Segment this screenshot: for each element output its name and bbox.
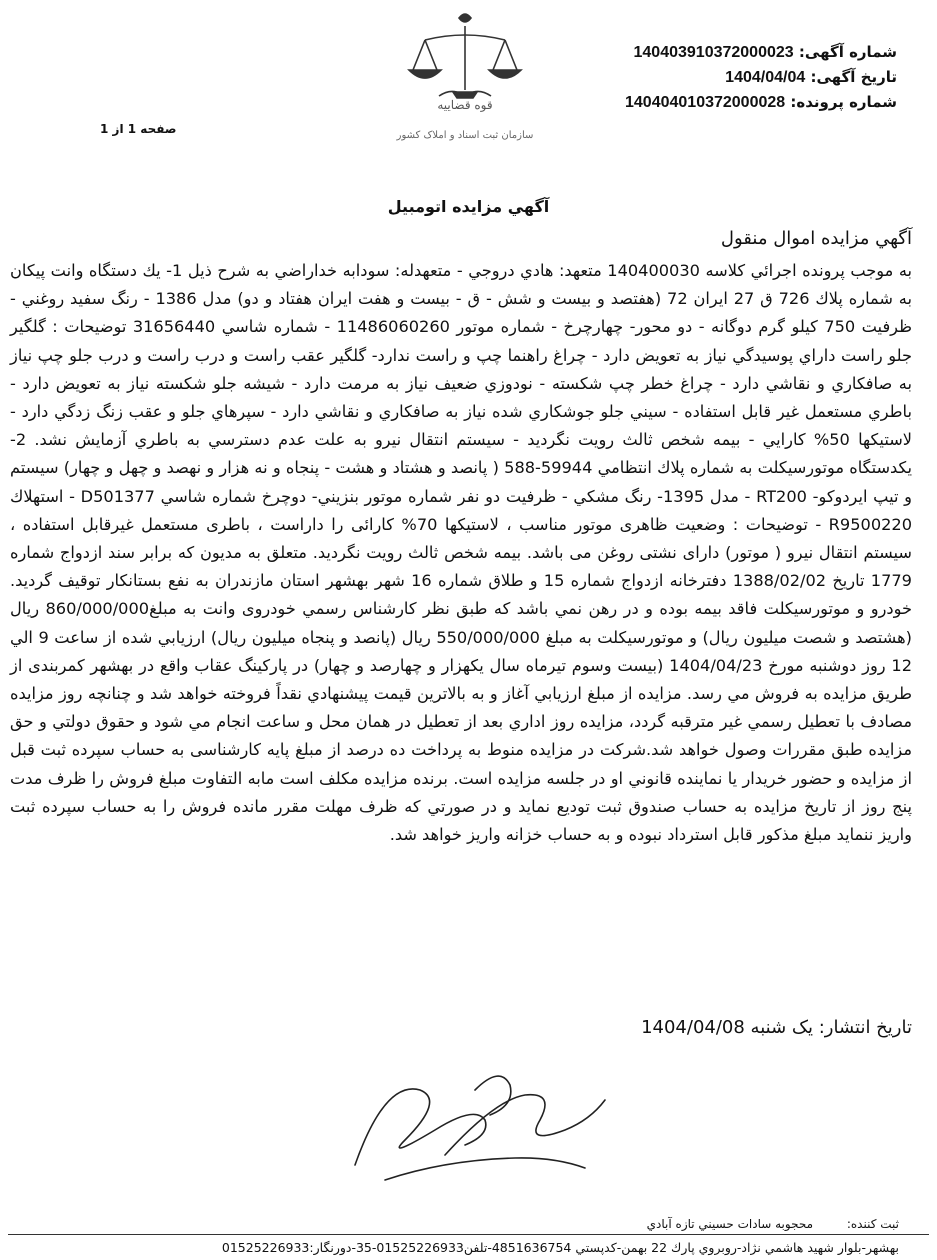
file-number: 140404010372000028 <box>625 94 786 111</box>
notice-date-row <box>625 65 897 90</box>
emblem-caption-organization: سازمان ثبت اسناد و املاک کشور <box>396 130 534 141</box>
notice-body: به موجب پرونده اجرائي كلاسه 140400030 متعهد: هادي دروجي - متعهدله: سودابه خداراضي به شرح ذيل 1- يك دستگاه وانت پيكان به شماره پلاك 726 ق 27 ايران 72 (هفتصد و بيست و شش - ق - بيست و هفت ايران هفتاد و دو) مدل 1386 - رنگ سفيد روغني - ظرفيت 750 كيلو گرم دوگانه - دو محور- چهارچرخ - شماره موتور 11486060260 - شماره شاسي 31656440 توضيحات : گلگير جلو راست داراي پوسيدگي نياز به تعويض دارد - چراغ راهنما چپ و راست ندارد- گلگير عقب راست و درب راست و درب جلو چپ نياز به صافكاري و نقاشي دارد - چراغ خطر چپ شكسته - نودوزي ضعيف نياز به مرمت دارد - شيشه جلو شكسته نياز به تعويض دارد - باطري مستعمل غير قابل استفاده - سيني جلو جوشكاري شده نياز به صافكاري و نقاشي دارد - سپرهاي جلو و عقب زنگ زدگي دارد - لاستيكها 50% كارايي - بيمه شخص ثالث رويت نگرديد - سيستم انتقال نيرو به علت عدم دسترسي به باطري آزمايش نشد. 2- يكدستگاه موتورسيكلت به شماره پلاك انتظامي 59944-588 ( پانصد و هشتاد و هشت - پنجاه و نه هزار و نهصد و چهل و چهار) سيستم و تيپ ايردوكو- RT200 - مدل 1395- رنگ مشكي - ظرفيت دو نفر شماره موتور بنزيني- دوچرخ شماره شاسي D501377 - استهلاك R9500220 - توضيحات : وضعیت ظاهری موتور مناسب ، لاستیکها 70% کارائی را داراست ، باطری مستعمل غیرقابل استفاده ، سیستم انتقال نیرو ( موتور) دارای نشتی روغن می باشد. بیمه شخص ثالث رویت نگردید. متعلق به مدیون که برابر سند ازدواج شماره 1779 تاریخ 1388/02/02 دفترخانه ازدواج شماره 15 و طلاق شماره 16 شهر بهشهر استان مازندران به نفع بستانكار توقيف گرديد. خودرو و موتورسيكلت فاقد بيمه بوده و در رهن نمي باشد كه طبق نظر كارشناس رسمي خودروی وانت به مبلغ860/000/000 ريال (هشتصد و شصت ميليون ريال) و موتورسيكلت به مبلغ 550/000/000 ريال (پانصد و پنجاه ميليون ريال) ارزيابي شده از ساعت 9 الي 12 روز دوشنبه مورخ 1404/04/23 (بیست وسوم تیرماه سال یکهزار و چهارصد و چهار) در پاركينگ عقاب واقع در بهشهر کمربندی از طريق مزايده به فروش مي رسد. مزايده از مبلغ ارزيابي آغاز و به بالاترين قيمت پيشنهادي نقداً فروخته خواهد شد و چنانچه روز مزايده مصادف با تعطيل رسمي غير مترقبه گردد، مزايده روز اداري بعد از تعطيل در همان محل و ساعت انجام مي شود و حقوق دولتي و حق مزايده طبق مقررات وصول خواهد شد.شركت در مزايده منوط به پرداخت ده درصد از مبلغ پايه كارشناسی به حساب سپرده ثبت قبل از مزايده و حضور خريدار يا نماينده قانوني او در جلسه مزايده است. برنده مزايده مكلف است مابه التفاوت مبلغ فروش را ظرف مدت پنج روز از تاريخ مزايده به حساب صندوق ثبت توديع نمايد و در صورتي كه ظرف مهلت مقرر مانده فروش را به حساب سپرده ثبت واريز ننمايد مبلغ مذكور قابل استرداد نبوده و به حساب خزانه واريز خواهد شد. <box>10 261 913 845</box>
notice-date: 1404/04/04 <box>725 69 806 86</box>
notice-date-label: تاریخ آگهی: <box>810 68 897 86</box>
file-number-row <box>625 90 897 115</box>
notice-meta <box>625 40 897 115</box>
notice-number-label: شماره آگهی: <box>798 43 897 61</box>
registrar-name: محجوبه سادات حسيني تازه آبادي <box>646 1217 814 1231</box>
notice-number: 140403910372000023 <box>633 44 794 61</box>
notice-subtitle: آگهي مزايده اموال منقول <box>720 228 912 249</box>
handwritten-signature <box>325 1060 615 1190</box>
registrar-label: ثبت کننده: <box>846 1217 899 1231</box>
signature-icon <box>325 1060 615 1190</box>
page-title: آگهي مزايده اتومبيل <box>387 197 550 216</box>
footer-address: بهشهر-بلوار شهيد هاشمي نژاد-روبروي پارك 22 بهمن-كدپستي 4851636754-تلفن01525226933-35-دورنگار:01525226933 <box>221 1240 899 1255</box>
file-number-label: شماره پرونده: <box>790 93 897 111</box>
publish-date: تاريخ انتشار: يک شنبه 1404/04/08 <box>641 1017 912 1038</box>
notice-number-row <box>625 40 897 65</box>
footer-divider <box>8 1234 929 1235</box>
page-number: صفحه 1 از 1 <box>100 122 177 136</box>
registrar <box>647 1217 899 1231</box>
emblem-caption-judiciary: قوه قضاییه <box>437 98 493 112</box>
